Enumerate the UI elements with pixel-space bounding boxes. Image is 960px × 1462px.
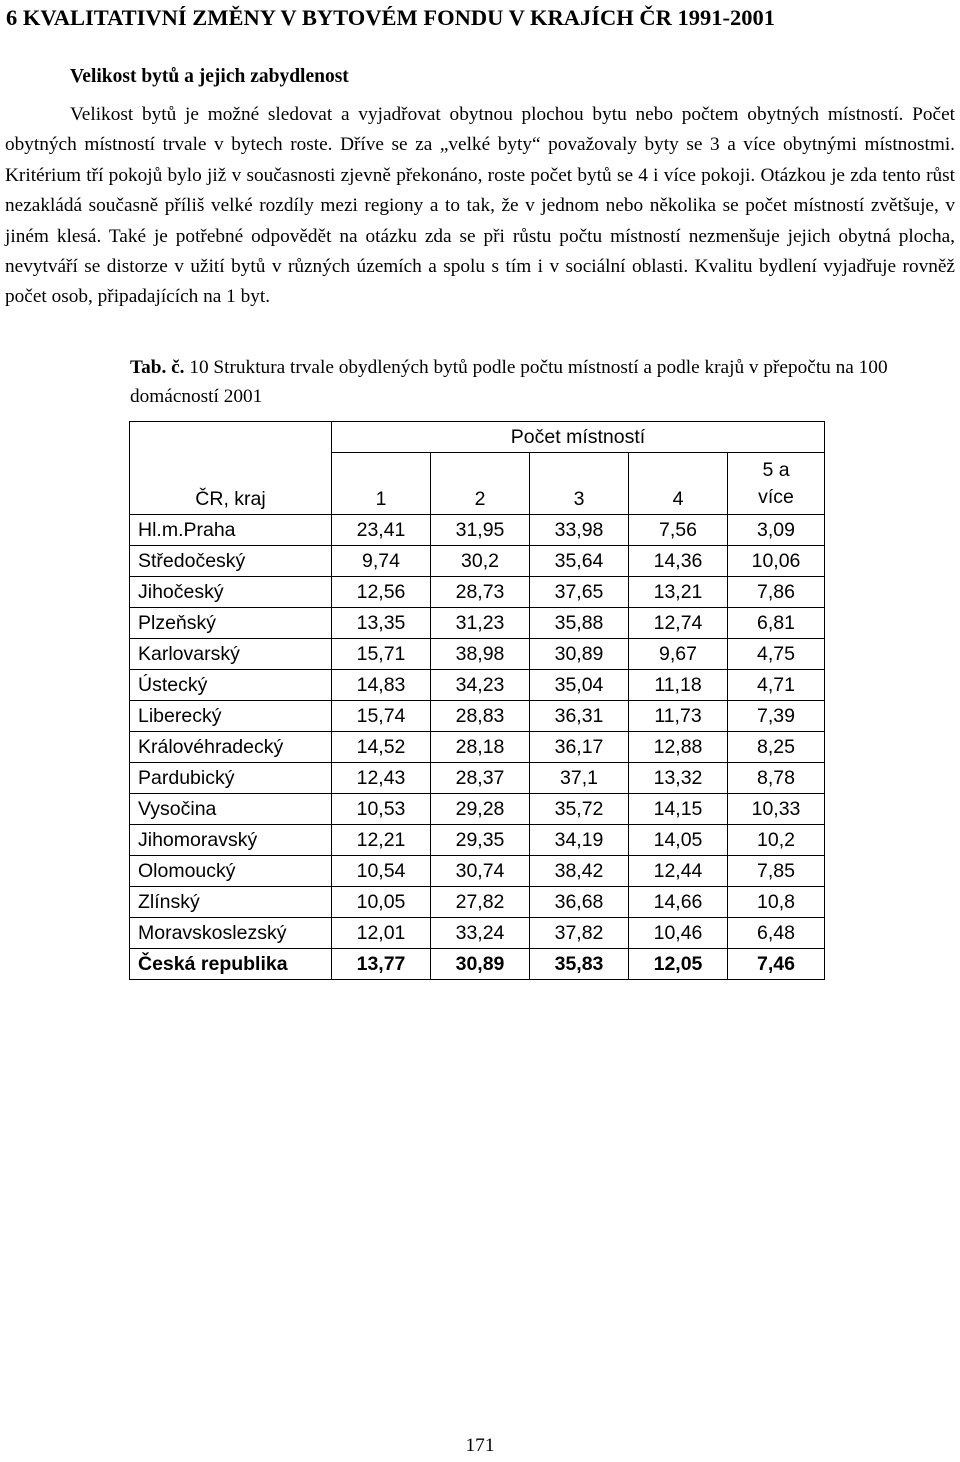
value-cell: 14,15 [629, 794, 728, 825]
value-cell: 36,17 [530, 732, 629, 763]
value-cell: 37,1 [530, 763, 629, 794]
value-cell: 36,68 [530, 887, 629, 918]
table-row [130, 701, 825, 732]
table-row [130, 515, 825, 546]
value-cell: 28,18 [431, 732, 530, 763]
region-cell: Česká republika [130, 949, 332, 980]
value-cell: 36,31 [530, 701, 629, 732]
column-header-5-plus-line: více [758, 486, 794, 508]
value-cell: 38,98 [431, 639, 530, 670]
page-number: 171 [465, 1435, 495, 1456]
table-row [130, 732, 825, 763]
value-cell: 7,86 [728, 577, 825, 608]
region-cell: Jihomoravský [130, 825, 332, 856]
value-cell: 35,04 [530, 670, 629, 701]
value-cell: 13,21 [629, 577, 728, 608]
body-paragraph: Velikost bytů je možné sledovat a vyjadřovat obytnou plochou bytu nebo počtem obytných místností. Počet obytných místností trvale v bytech roste. Dříve se za „velké byty“ považovaly byty se 3 a více obytnými místnostmi. Kritérium tří pokojů bylo již v současnosti zjevně překonáno, roste počet bytů se 4 i více pokoji. Otázkou je zda tento růst nezakládá současně příliš velké rozdíly mezi regiony a to tak, že v jednom nebo několika se počet místností zvětšuje, v jiném klesá. Také je potřebné odpovědět na otázku zda se při růstu počtu místností nezmenšuje jejich obytná plocha, nevytváří se distorze v užití bytů v různých územích a spolu s tím i v sociální oblasti. Kvalitu bydlení vyjadřuje rovněž počet osob, připadajících na 1 byt. [5, 104, 955, 308]
table-row [130, 608, 825, 639]
value-cell: 10,53 [332, 794, 431, 825]
table-row [130, 887, 825, 918]
value-cell: 14,66 [629, 887, 728, 918]
value-cell: 12,56 [332, 577, 431, 608]
value-cell: 10,06 [728, 546, 825, 577]
value-cell: 35,83 [530, 949, 629, 980]
value-cell: 12,43 [332, 763, 431, 794]
table-caption-label: Tab. č. [130, 357, 185, 378]
table-row [130, 794, 825, 825]
value-cell: 35,64 [530, 546, 629, 577]
value-cell: 34,23 [431, 670, 530, 701]
value-cell: 33,24 [431, 918, 530, 949]
value-cell: 12,44 [629, 856, 728, 887]
value-cell: 14,36 [629, 546, 728, 577]
table-row [130, 577, 825, 608]
value-cell: 30,89 [431, 949, 530, 980]
value-cell: 31,95 [431, 515, 530, 546]
region-cell: Ústecký [130, 670, 332, 701]
section-heading: Velikost bytů a jejich zabydlenost [70, 66, 349, 87]
region-cell: Zlínský [130, 887, 332, 918]
region-cell: Karlovarský [130, 639, 332, 670]
value-cell: 4,71 [728, 670, 825, 701]
value-cell: 15,71 [332, 639, 431, 670]
value-cell: 13,32 [629, 763, 728, 794]
region-column-header: ČR, kraj [130, 422, 332, 515]
value-cell: 14,83 [332, 670, 431, 701]
table-row [130, 546, 825, 577]
value-cell: 8,78 [728, 763, 825, 794]
value-cell: 10,8 [728, 887, 825, 918]
value-cell: 37,82 [530, 918, 629, 949]
table-row [130, 639, 825, 670]
column-header-4: 4 [629, 453, 728, 515]
value-cell: 15,74 [332, 701, 431, 732]
value-cell: 31,23 [431, 608, 530, 639]
value-cell: 14,52 [332, 732, 431, 763]
region-cell: Královéhradecký [130, 732, 332, 763]
table-row [130, 918, 825, 949]
value-cell: 14,05 [629, 825, 728, 856]
value-cell: 35,88 [530, 608, 629, 639]
table-row [130, 825, 825, 856]
column-header-5-plus-line: 5 a [762, 459, 790, 481]
value-cell: 29,28 [431, 794, 530, 825]
value-cell: 37,65 [530, 577, 629, 608]
region-cell: Liberecký [130, 701, 332, 732]
room-count-group-header: Počet místností [332, 422, 825, 453]
value-cell: 4,75 [728, 639, 825, 670]
region-cell: Olomoucký [130, 856, 332, 887]
total-row [130, 949, 825, 980]
value-cell: 30,74 [431, 856, 530, 887]
column-header-2: 2 [431, 453, 530, 515]
value-cell: 10,2 [728, 825, 825, 856]
table-row [130, 763, 825, 794]
table-caption-text: 10 Struktura trvale obydlených bytů podle počtu místností a podle krajů v přepočtu na 100 domácností 2001 [130, 357, 888, 407]
column-header-1: 1 [332, 453, 431, 515]
value-cell: 12,88 [629, 732, 728, 763]
column-header-3: 3 [530, 453, 629, 515]
value-cell: 12,21 [332, 825, 431, 856]
value-cell: 8,25 [728, 732, 825, 763]
value-cell: 12,74 [629, 608, 728, 639]
region-cell: Hl.m.Praha [130, 515, 332, 546]
table-row [130, 856, 825, 887]
value-cell: 28,83 [431, 701, 530, 732]
value-cell: 33,98 [530, 515, 629, 546]
value-cell: 13,35 [332, 608, 431, 639]
value-cell: 10,54 [332, 856, 431, 887]
value-cell: 11,18 [629, 670, 728, 701]
value-cell: 12,05 [629, 949, 728, 980]
value-cell: 12,01 [332, 918, 431, 949]
value-cell: 38,42 [530, 856, 629, 887]
region-cell: Středočeský [130, 546, 332, 577]
value-cell: 35,72 [530, 794, 629, 825]
region-cell: Plzeňský [130, 608, 332, 639]
value-cell: 13,77 [332, 949, 431, 980]
value-cell: 9,74 [332, 546, 431, 577]
value-cell: 34,19 [530, 825, 629, 856]
value-cell: 27,82 [431, 887, 530, 918]
value-cell: 29,35 [431, 825, 530, 856]
value-cell: 10,33 [728, 794, 825, 825]
value-cell: 28,37 [431, 763, 530, 794]
value-cell: 10,46 [629, 918, 728, 949]
value-cell: 9,67 [629, 639, 728, 670]
table-caption [130, 353, 910, 411]
value-cell: 3,09 [728, 515, 825, 546]
chapter-heading: 6 KVALITATIVNÍ ZMĚNY V BYTOVÉM FONDU V KRAJÍCH ČR 1991-2001 [6, 5, 776, 30]
region-cell: Moravskoslezský [130, 918, 332, 949]
value-cell: 6,81 [728, 608, 825, 639]
value-cell: 7,85 [728, 856, 825, 887]
value-cell: 30,2 [431, 546, 530, 577]
region-cell: Vysočina [130, 794, 332, 825]
column-header-5-plus [728, 453, 825, 515]
region-cell: Pardubický [130, 763, 332, 794]
value-cell: 30,89 [530, 639, 629, 670]
value-cell: 11,73 [629, 701, 728, 732]
table-body [130, 515, 825, 980]
value-cell: 28,73 [431, 577, 530, 608]
region-cell: Jihočeský [130, 577, 332, 608]
value-cell: 23,41 [332, 515, 431, 546]
value-cell: 6,48 [728, 918, 825, 949]
value-cell: 10,05 [332, 887, 431, 918]
table-row [130, 670, 825, 701]
value-cell: 7,46 [728, 949, 825, 980]
value-cell: 7,39 [728, 701, 825, 732]
rooms-by-region-table [129, 421, 825, 980]
value-cell: 7,56 [629, 515, 728, 546]
